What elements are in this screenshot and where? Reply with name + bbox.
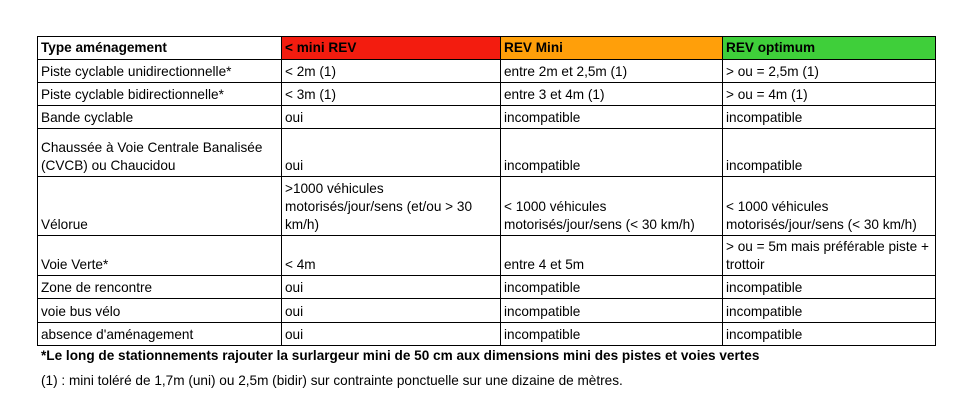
- table-cell[interactable]: > ou = 2,5m (1): [723, 60, 936, 83]
- header-type-amenagement[interactable]: Type aménagement: [38, 37, 282, 60]
- table-row: [38, 323, 936, 346]
- table-cell[interactable]: voie bus vélo: [38, 299, 282, 323]
- table-row: [38, 83, 936, 106]
- table-cell[interactable]: oui: [282, 323, 501, 346]
- table-cell[interactable]: incompatible: [501, 276, 723, 299]
- table-cell[interactable]: incompatible: [501, 299, 723, 323]
- table-cell[interactable]: incompatible: [723, 299, 936, 323]
- table-cell[interactable]: Voie Verte*: [38, 236, 282, 276]
- table-cell[interactable]: incompatible: [723, 106, 936, 129]
- table-cell[interactable]: < 4m: [282, 236, 501, 276]
- table-row: [38, 60, 936, 83]
- table-cell[interactable]: Vélorue: [38, 177, 282, 236]
- table-cell[interactable]: incompatible: [723, 323, 936, 346]
- table-row: [38, 276, 936, 299]
- table-cell[interactable]: entre 2m et 2,5m (1): [501, 60, 723, 83]
- table-cell[interactable]: Chaussée à Voie Centrale Banalisée (CVCB) ou Chaucidou: [38, 129, 282, 177]
- table-cell[interactable]: oui: [282, 129, 501, 177]
- table-cell[interactable]: < 1000 véhicules motorisés/jour/sens (< 30 km/h): [723, 177, 936, 236]
- table-cell[interactable]: incompatible: [501, 129, 723, 177]
- table-cell[interactable]: < 2m (1): [282, 60, 501, 83]
- table-cell[interactable]: incompatible: [723, 276, 936, 299]
- table-cell[interactable]: incompatible: [723, 129, 936, 177]
- table-cell[interactable]: incompatible: [501, 106, 723, 129]
- spreadsheet-area: [37, 36, 936, 346]
- table-row: [38, 299, 936, 323]
- table-cell[interactable]: > ou = 4m (1): [723, 83, 936, 106]
- table-cell[interactable]: < 1000 véhicules motorisés/jour/sens (< 30 km/h): [501, 177, 723, 236]
- table-cell[interactable]: oui: [282, 299, 501, 323]
- table-row: [38, 177, 936, 236]
- table-cell[interactable]: oui: [282, 106, 501, 129]
- table-cell[interactable]: oui: [282, 276, 501, 299]
- table-row: [38, 106, 936, 129]
- footnote: (1) : mini toléré de 1,7m (uni) ou 2,5m (bidir) sur contrainte ponctuelle sur une dizaine de mètres.: [41, 373, 623, 388]
- table-cell[interactable]: absence d'aménagement: [38, 323, 282, 346]
- header-rev-optimum[interactable]: REV optimum: [723, 37, 936, 60]
- table-cell[interactable]: Zone de rencontre: [38, 276, 282, 299]
- table-cell[interactable]: Bande cyclable: [38, 106, 282, 129]
- table-cell[interactable]: entre 3 et 4m (1): [501, 83, 723, 106]
- table-row: [38, 129, 936, 177]
- table-cell[interactable]: < 3m (1): [282, 83, 501, 106]
- table-row: [38, 236, 936, 276]
- table-cell[interactable]: > ou = 5m mais préférable piste + trottoir: [723, 236, 936, 276]
- table-cell[interactable]: Piste cyclable unidirectionnelle*: [38, 60, 282, 83]
- table-cell[interactable]: entre 4 et 5m: [501, 236, 723, 276]
- table-header-row: [38, 37, 936, 60]
- table-cell[interactable]: incompatible: [501, 323, 723, 346]
- table-cell[interactable]: >1000 véhicules motorisés/jour/sens (et/ou > 30 km/h): [282, 177, 501, 236]
- rev-requirements-table: [37, 36, 936, 346]
- bold-note: *Le long de stationnements rajouter la surlargeur mini de 50 cm aux dimensions mini des pistes et voies vertes: [41, 348, 760, 363]
- header-mini-rev[interactable]: < mini REV: [282, 37, 501, 60]
- header-rev-mini[interactable]: REV Mini: [501, 37, 723, 60]
- table-cell[interactable]: Piste cyclable bidirectionnelle*: [38, 83, 282, 106]
